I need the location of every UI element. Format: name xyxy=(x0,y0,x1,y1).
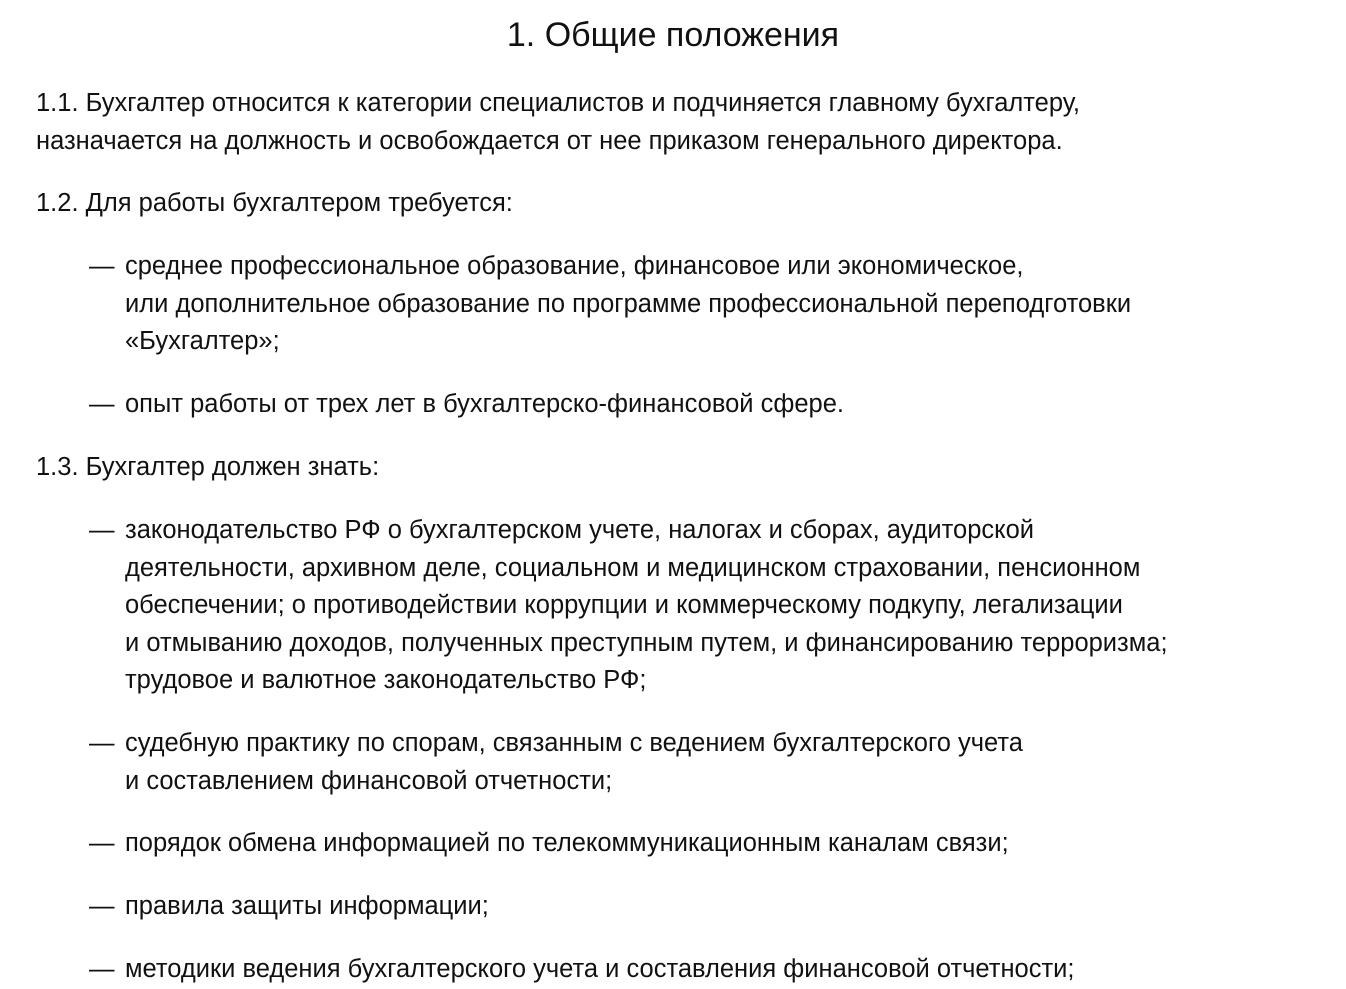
paragraph-line: 1.1. Бухгалтер относится к категории специалистов и подчиняется главному бухгалтеру, xyxy=(36,89,1081,117)
bullet-dash: — xyxy=(89,729,115,757)
list-item-line: правила защиты информации; xyxy=(125,892,489,920)
list-item-line: или дополнительное образование по программе профессиональной переподготовки xyxy=(125,289,1132,318)
bullet-dash: — xyxy=(89,252,115,280)
paragraph-line: 1.3. Бухгалтер должен знать: xyxy=(36,453,380,481)
paragraph-1-1 xyxy=(36,85,1080,160)
list-item-line: трудовое и валютное законодательство РФ; xyxy=(125,666,647,694)
list-item-line: обеспечении; о противодействии коррупции и коммерческому подкупу, легализации xyxy=(125,591,1123,619)
list-item-line: деятельности, архивном деле, социальном и медицинском страховании, пенсионном xyxy=(125,553,1141,582)
bullet-dash: — xyxy=(89,390,115,418)
list-item-line: и отмыванию доходов, полученных преступным путем, и финансированию терроризма; xyxy=(125,628,1168,657)
list-item-line: среднее профессиональное образование, финансовое или экономическое, xyxy=(125,252,1024,280)
list-item-line: и составлением финансовой отчетности; xyxy=(125,766,613,795)
list-item-line: порядок обмена информацией по телекоммуникационным каналам связи; xyxy=(125,829,1009,857)
section-title: 1. Общие положения xyxy=(506,16,840,54)
list-item-line: законодательство РФ о бухгалтерском учете, налогах и сборах, аудиторской xyxy=(125,516,1035,544)
paragraph-1-2 xyxy=(36,185,513,223)
paragraph-line: назначается на должность и освобождается от нее приказом генерального директора. xyxy=(36,126,1063,155)
paragraph-1-3 xyxy=(36,449,379,487)
paragraph-line: 1.2. Для работы бухгалтером требуется: xyxy=(36,189,513,217)
bullet-dash: — xyxy=(89,829,115,857)
list-item-line: методики ведения бухгалтерского учета и составления финансовой отчетности; xyxy=(125,955,1075,983)
bullet-dash: — xyxy=(89,516,115,544)
list-item-line: «Бухгалтер»; xyxy=(125,327,280,355)
bullet-dash: — xyxy=(89,892,115,920)
list-item-line: опыт работы от трех лет в бухгалтерско-финансовой сфере. xyxy=(125,390,844,418)
bullet-dash: — xyxy=(89,955,115,983)
list-item-line: судебную практику по спорам, связанным с ведением бухгалтерского учета xyxy=(125,729,1023,757)
